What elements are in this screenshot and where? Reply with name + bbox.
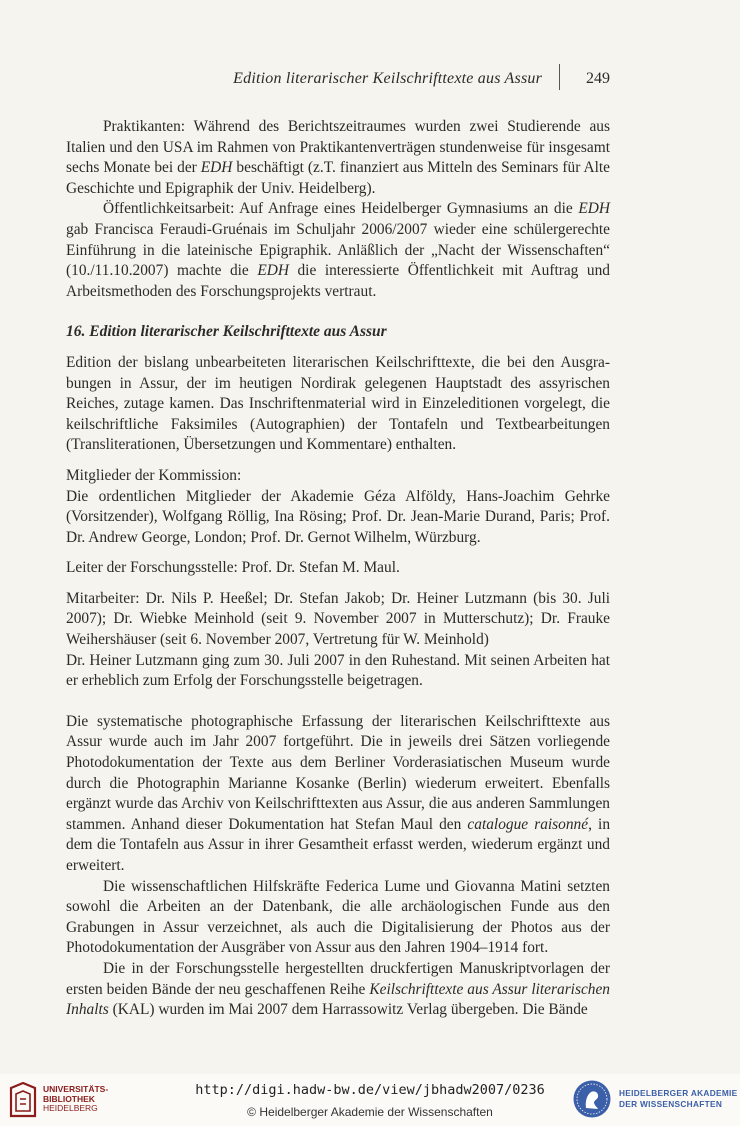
commission-members: Die ordentlichen Mitglieder der Akademie Géza Alföldy, Hans-Joachim Gehrke (Vorsitzender), Wolfgang Röllig, Ina Rösing; Prof. Dr. Jean-Marie Durand, Paris; Prof. Dr. Andrew George, London; Prof. Dr. Gernot Wilhelm, Würzburg.: [66, 487, 610, 546]
section-heading: 16. Edition literarischer Keilschrifttexte aus Assur: [66, 323, 387, 341]
edh-abbreviation: EDH: [200, 159, 233, 177]
paragraph-assistants: Die wissenschaftlichen Hilfskräfte Federica Lume und Giovanna Matini setzten sowohl die Arbeiten an der Datenbank, die alle archäologischen Funde aus den Grabungen in Assur verzeichnet, als auch die Digitalisierung der Photos aus der Photodokumentation der Ausgräber von Assur aus den Jahren 1904–1914 fort.: [66, 877, 610, 957]
paragraph-oeffentlichkeitsarbeit: Öffentlichkeitsarbeit: Auf Anfrage eines Heidelberger Gymnasiums an die EDH gab Francisca Feraudi-Gruénais im Schuljahr 2006/2007 wieder eine schülergerechte Einführung in die lateinische Epigraphik. Anläßlich der „Nacht der Wissenschaften“ (10./11.10.2007) machte die EDH die interessierte Öffentlichkeit mit Auftrag und Arbeitsmethoden des Forschungsprojekts vertraut.: [66, 200, 610, 300]
catalogue-title: catalogue raisonné: [467, 815, 589, 833]
commission-label: Mitglieder der Kommission:: [66, 466, 242, 484]
running-head-title: Edition literarischer Keilschrifttexte aus Assur: [233, 70, 542, 87]
series-title: Keilschrifttexte aus Assur literarischen Inhalts: [66, 980, 611, 1019]
digitization-footer: [0, 1074, 740, 1126]
running-head: [60, 68, 610, 92]
paragraph-manuscripts: Die in der Forschungsstelle hergestellten druckfertigen Manuskriptvorlagen der ersten beiden Bände der neu geschaffenen Reihe Keilschrifttexte aus Assur literarischen Inhalts (KAL) wurden im Mai 2007 dem Harrassowitz Verlag übergeben. Die Bände: [66, 959, 611, 1019]
paragraph-photo-documentation: Die systematische photographische Erfassung der literarischen Keilschrifttexte aus Assur wurde auch im Jahr 2007 fortgeführt. Die in jeweils drei Sätzen vorliegende Photodokumentation der Texte aus dem Berliner Vorderasiatischen Museum wurde durch die Photographin Marianne Kosanke (Berlin) wiederum erweitert. Ebenfalls ergänzt wurde das Archiv von Keilschrifttexten aus Assur, die aus anderen Sammlungen stammen. Anhand dieser Dokumentation hat Stefan Maul den catalogue raisonné, in dem die Tontafeln aus Assur in ihrer Gesamtheit erfasst werden, wiederum ergänzt und erweitert.: [66, 712, 611, 874]
paragraph-praktikanten: Praktikanten: Während des Berichtszeitraumes wurden zwei Studierende aus Italien und den USA im Rahmen von Praktikantenverträgen stundenweise für insgesamt sechs Monate bei der EDH beschäftigt (z.T. finanziert aus Mitteln des Seminars für Alte Geschichte und Epigraphik der Univ. Heidelberg).: [66, 118, 610, 197]
academy-name: HEIDELBERGER AKADEMIE DER WISSENSCHAFTEN: [619, 1088, 738, 1109]
academy-seal-icon: [572, 1079, 612, 1119]
body-text: [66, 117, 610, 1021]
university-library-name: UNIVERSITÄTS- BIBLIOTHEK HEIDELBERG: [43, 1084, 109, 1113]
permalink[interactable]: http://digi.hadw-bw.de/view/jbhadw2007/0236: [195, 1082, 545, 1098]
copyright-notice: © Heidelberger Akademie der Wissenschaften: [247, 1105, 493, 1119]
staff-retirement-note: Dr. Heiner Lutzmann ging zum 30. Juli 2007 in den Ruhestand. Mit seinen Arbeiten hat er erheblich zum Erfolg der Forschungsstelle beigetragen.: [66, 651, 610, 690]
running-head-divider: [559, 64, 560, 90]
paragraph-edition: Edition der bislang unbearbeiteten literarischen Keilschrifttexte, die bei den Ausgrabungen in Assur, der im heutigen Nordirak gelegenen Hauptstadt des assyrischen Reiches, zutage kamen. Das Inschriftenmaterial wird in Einzeleditionen vorgelegt, die keilschriftliche Faksimiles (Autographien) der Tontafeln und Textbearbeitungen (Transliterationen, Übersetzungen und Kommentare) enthalten.: [66, 353, 610, 454]
page-number: 249: [586, 70, 610, 87]
research-head: Leiter der Forschungsstelle: Prof. Dr. Stefan M. Maul.: [66, 559, 400, 577]
edh-abbreviation: EDH: [257, 262, 289, 280]
staff-list: Mitarbeiter: Dr. Nils P. Heeßel; Dr. Stefan Jakob; Dr. Heiner Lutzmann (bis 30. Juli 2007); Dr. Wiebke Meinhold (seit 9. November 2007 in Mutterschutz); Dr. Frauke Weihershäuser (seit 6. November 2007, Vertretung für W. Meinhold): [66, 589, 610, 649]
edh-abbreviation: EDH: [578, 200, 610, 218]
